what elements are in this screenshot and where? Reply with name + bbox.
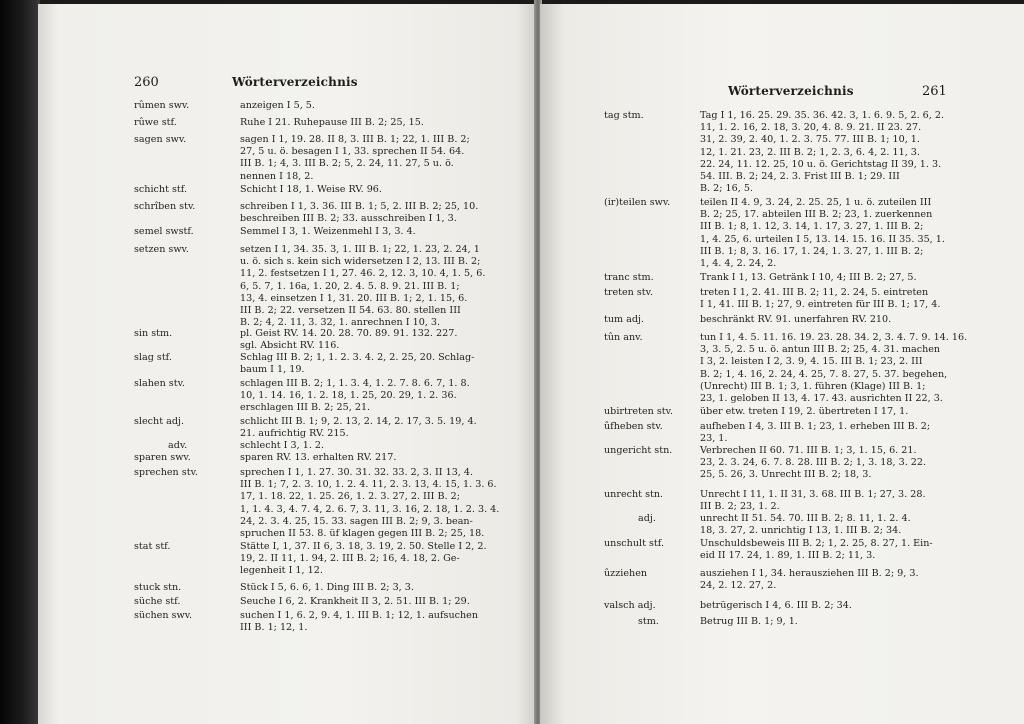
- entry-headword: rûmen swv.: [134, 100, 190, 111]
- entry-headword: slecht adj.: [134, 416, 185, 427]
- entry-headword: adv.: [168, 440, 188, 451]
- entry-headword: sprechen stv.: [134, 467, 198, 478]
- entry-definition: teilen II 4. 9, 3. 24, 2. 25. 25, 1 u. ö. zuteilen III B. 2; 25, 17. abteilen III B. 2; 23, 1. zuerkennen III B. 1; 8, 1. 12, 3. 14, 1. 17, 3. 27, 1. III B. 2; 1, 4. 25, 6. urteilen I 5, 13. 14. 15. 16. II 35. 35, 1. III B. 1; 8, 3. 16. 17, 1. 24, 1. 3. 27, 1. III B. 2; 1, 4. 4, 2. 24, 2.: [700, 197, 945, 270]
- entry-definition: sagen I 1, 19. 28. II 8, 3. III B. 1; 22, 1. III B. 2; 27, 5 u. ö. besagen I 1, 33. sprechen II 54. 64. III B. 1; 4, 3. III B. 2; 5, 2. 24, 11. 27, 5 u. ö. nennen I 18, 2.: [240, 134, 470, 182]
- entry-headword: stuck stn.: [134, 582, 182, 593]
- entry-headword: tûn anv.: [604, 332, 643, 343]
- entry-definition: Stätte I, 1, 37. II 6, 3. 18, 3. 19, 2. 50. Stelle I 2, 2. 19, 2. II 11, 1. 94, 2. III B. 2; 16, 4. 18, 2. Ge- legenheit I 1, 12.: [240, 541, 487, 577]
- entry-definition: schlecht I 3, 1. 2.: [240, 440, 325, 451]
- entry-definition: Tag I 1, 16. 25. 29. 35. 36. 42. 3, 1. 6. 9. 5, 2. 6, 2. 11, 1. 2. 16, 2. 18, 3. 20, 4. 8. 9. 21. II 23. 27. 31, 2. 39, 2. 40, 1. 2. 3. 75. 77. III B. 1; 10, 1. 12, 1. 21. 23, 2. III B. 2; 1, 2. 3, 6. 4, 2. 11, 3. 22. 24, 11. 12. 25, 10 u. ö. Gerichtstag II 39, 1. 3. 54. III. B. 2; 24, 2. 3. Frist III B. 1; 29. III B. 2; 16, 5.: [700, 110, 945, 195]
- entry-definition: sparen RV. 13. erhalten RV. 217.: [240, 452, 397, 463]
- entry-headword: süchen swv.: [134, 610, 193, 621]
- running-head: Wörterverzeichnis: [232, 75, 358, 89]
- running-head: Wörterverzeichnis: [728, 84, 854, 98]
- entry-headword: valsch adj.: [604, 600, 656, 611]
- entry-definition: betrügerisch I 4, 6. III B. 2; 34.: [700, 600, 852, 611]
- entry-definition: tun I 1, 4. 5. 11. 16. 19. 23. 28. 34. 2, 3. 4. 7. 9. 14. 16. 3, 3. 5, 2. 5 u. ö. antun III B. 2; 25, 4. 31. machen I 3, 2. leisten I 2, 3. 9, 4. 15. III B. 1; 23, 2. III B. 2; 1, 4. 16, 2. 24, 4. 25, 7. 8. 27, 5. 37. begehen, (Unrecht) III B. 1; 3, 1. führen (Klage) III B. 1; 23, 1. geloben II 13, 4. 17. 43. ausrichten II 22, 3.: [700, 332, 968, 405]
- entry-definition: suchen I 1, 6. 2, 9. 4, 1. III B. 1; 12, 1. aufsuchen III B. 1; 12, 1.: [240, 610, 479, 634]
- entry-definition: Schicht I 18, 1. Weise RV. 96.: [240, 184, 382, 195]
- entry-definition: ausziehen I 1, 34. herausziehen III B. 2; 9, 3. 24, 2. 12. 27, 2.: [700, 568, 919, 592]
- entry-definition: Betrug III B. 1; 9, 1.: [700, 616, 798, 627]
- page-number: 260: [134, 75, 159, 90]
- entry-headword: ubirtreten stv.: [604, 406, 673, 417]
- entry-definition: Unrecht I 11, 1. II 31, 3. 68. III B. 1; 27, 3. 28. III B. 2; 23, 1. 2.: [700, 489, 926, 513]
- entry-definition: Seuche I 6, 2. Krankheit II 3, 2. 51. III B. 1; 29.: [240, 596, 470, 607]
- binding-shadow: [0, 0, 40, 724]
- entry-definition: aufheben I 4, 3. III B. 1; 23, 1. erheben III B. 2; 23, 1.: [700, 421, 931, 445]
- entry-headword: adj.: [638, 513, 656, 524]
- entry-definition: Verbrechen II 60. 71. III B. 1; 3, 1. 15, 6. 21. 23, 2. 3. 24, 6. 7. 8. 28. III B. 2; 1, 3. 18, 3. 22. 25, 5. 26, 3. Unrecht III B. 2; 18, 3.: [700, 445, 927, 481]
- entry-headword: süche stf.: [134, 596, 181, 607]
- entry-headword: stat stf.: [134, 541, 171, 552]
- entry-headword: unschult stf.: [604, 538, 665, 549]
- entry-headword: tum adj.: [604, 314, 645, 325]
- entry-headword: schicht stf.: [134, 184, 188, 195]
- entry-definition: anzeigen I 5, 5.: [240, 100, 315, 111]
- entry-headword: ûzziehen: [604, 568, 648, 579]
- entry-definition: setzen I 1, 34. 35. 3, 1. III B. 1; 22, 1. 23, 2. 24, 1 u. ö. sich s. kein sich widersetzen I 2, 13. III B. 2; 11, 2. festsetzen I 1, 27. 46. 2, 12. 3, 10. 4, 1. 5, 6. 6, 5. 7, 1. 16a, 1. 20, 2. 4. 5. 8. 9. 21. III B. 1; 13, 4. einsetzen I 1, 31. 20. III B. 1; 2, 1. 15, 6. III B. 2; 22. versetzen II 54. 63. 80. stellen III B. 2; 4, 2. 11, 3. 32, 1. anrechnen I 10, 3.: [240, 244, 486, 329]
- entry-headword: (ir)teilen swv.: [604, 197, 671, 208]
- entry-headword: tranc stm.: [604, 272, 654, 283]
- entry-headword: sagen swv.: [134, 134, 187, 145]
- left-page: [38, 4, 536, 724]
- entry-headword: ûfheben stv.: [604, 421, 663, 432]
- entry-headword: setzen swv.: [134, 244, 189, 255]
- entry-definition: schlagen III B. 2; 1, 1. 3. 4, 1. 2. 7. 8. 6. 7, 1. 8. 10, 1. 14. 16, 1. 2. 18, 1. 25, 20. 29, 1. 2. 36. erschlagen III B. 2; 25, 21.: [240, 378, 470, 414]
- entry-definition: Stück I 5, 6. 6, 1. Ding III B. 2; 3, 3.: [240, 582, 414, 593]
- entry-headword: tag stm.: [604, 110, 644, 121]
- entry-headword: schrîben stv.: [134, 201, 196, 212]
- entry-definition: sprechen I 1, 1. 27. 30. 31. 32. 33. 2, 3. II 13, 4. III B. 1; 7, 2. 3. 10, 1. 2. 4. 11, 2. 3. 13, 4. 15, 1. 3. 6. 17, 1. 18. 22, 1. 25. 26, 1. 2. 3. 27, 2. III B. 2; 1, 1. 4. 3, 4. 7. 4, 2. 6. 7, 3. 11, 3. 16, 2. 18, 1. 2. 3. 4. 24, 2. 3. 4. 25, 15. 33. sagen III B. 2; 9, 3. bean- spruchen II 53. 8. üf klagen gegen III B. 2; 25, 18.: [240, 467, 500, 540]
- entry-definition: pl. Geist RV. 14. 20. 28. 70. 89. 91. 132. 227. sgl. Absicht RV. 116.: [240, 328, 458, 352]
- page-number: 261: [922, 84, 947, 99]
- entry-headword: stm.: [638, 616, 659, 627]
- entry-definition: über etw. treten I 19, 2. übertreten I 17, 1.: [700, 406, 909, 417]
- entry-definition: Semmel I 3, 1. Weizenmehl I 3, 3. 4.: [240, 226, 416, 237]
- entry-headword: sparen swv.: [134, 452, 191, 463]
- entry-definition: schlicht III B. 1; 9, 2. 13, 2. 14, 2. 17, 3. 5. 19, 4. 21. aufrichtig RV. 215.: [240, 416, 477, 440]
- entry-definition: schreiben I 1, 3. 36. III B. 1; 5, 2. III B. 2; 25, 10. beschreiben III B. 2; 33. ausschreiben I 1, 3.: [240, 201, 479, 225]
- entry-definition: beschränkt RV. 91. unerfahren RV. 210.: [700, 314, 892, 325]
- entry-headword: sin stm.: [134, 328, 173, 339]
- entry-definition: Schlag III B. 2; 1, 1. 2. 3. 4. 2, 2. 25, 20. Schlag- baum I 1, 19.: [240, 352, 475, 376]
- entry-headword: slahen stv.: [134, 378, 185, 389]
- right-page: [540, 4, 1024, 724]
- entry-definition: Unschuldsbeweis III B. 2; 1, 2. 25, 8. 27, 1. Ein- eid II 17. 24, 1. 89, 1. III B. 2; 11, 3.: [700, 538, 933, 562]
- entry-definition: Trank I 1, 13. Getränk I 10, 4; III B. 2; 27, 5.: [700, 272, 917, 283]
- entry-headword: semel swstf.: [134, 226, 194, 237]
- entry-headword: slag stf.: [134, 352, 172, 363]
- entry-headword: unrecht stn.: [604, 489, 664, 500]
- entry-headword: treten stv.: [604, 287, 653, 298]
- entry-definition: Ruhe I 21. Ruhepause III B. 2; 25, 15.: [240, 117, 424, 128]
- entry-definition: treten I 1, 2. 41. III B. 2; 11, 2. 24, 5. eintreten I 1, 41. III B. 1; 27, 9. eintreten für III B. 1; 17, 4.: [700, 287, 941, 311]
- entry-definition: unrecht II 51. 54. 70. III B. 2; 8. 11, 1. 2. 4. 18, 3. 27, 2. unrichtig I 13, 1. III B. 2; 34.: [700, 513, 911, 537]
- entry-headword: rûwe stf.: [134, 117, 177, 128]
- entry-headword: ungericht stn.: [604, 445, 673, 456]
